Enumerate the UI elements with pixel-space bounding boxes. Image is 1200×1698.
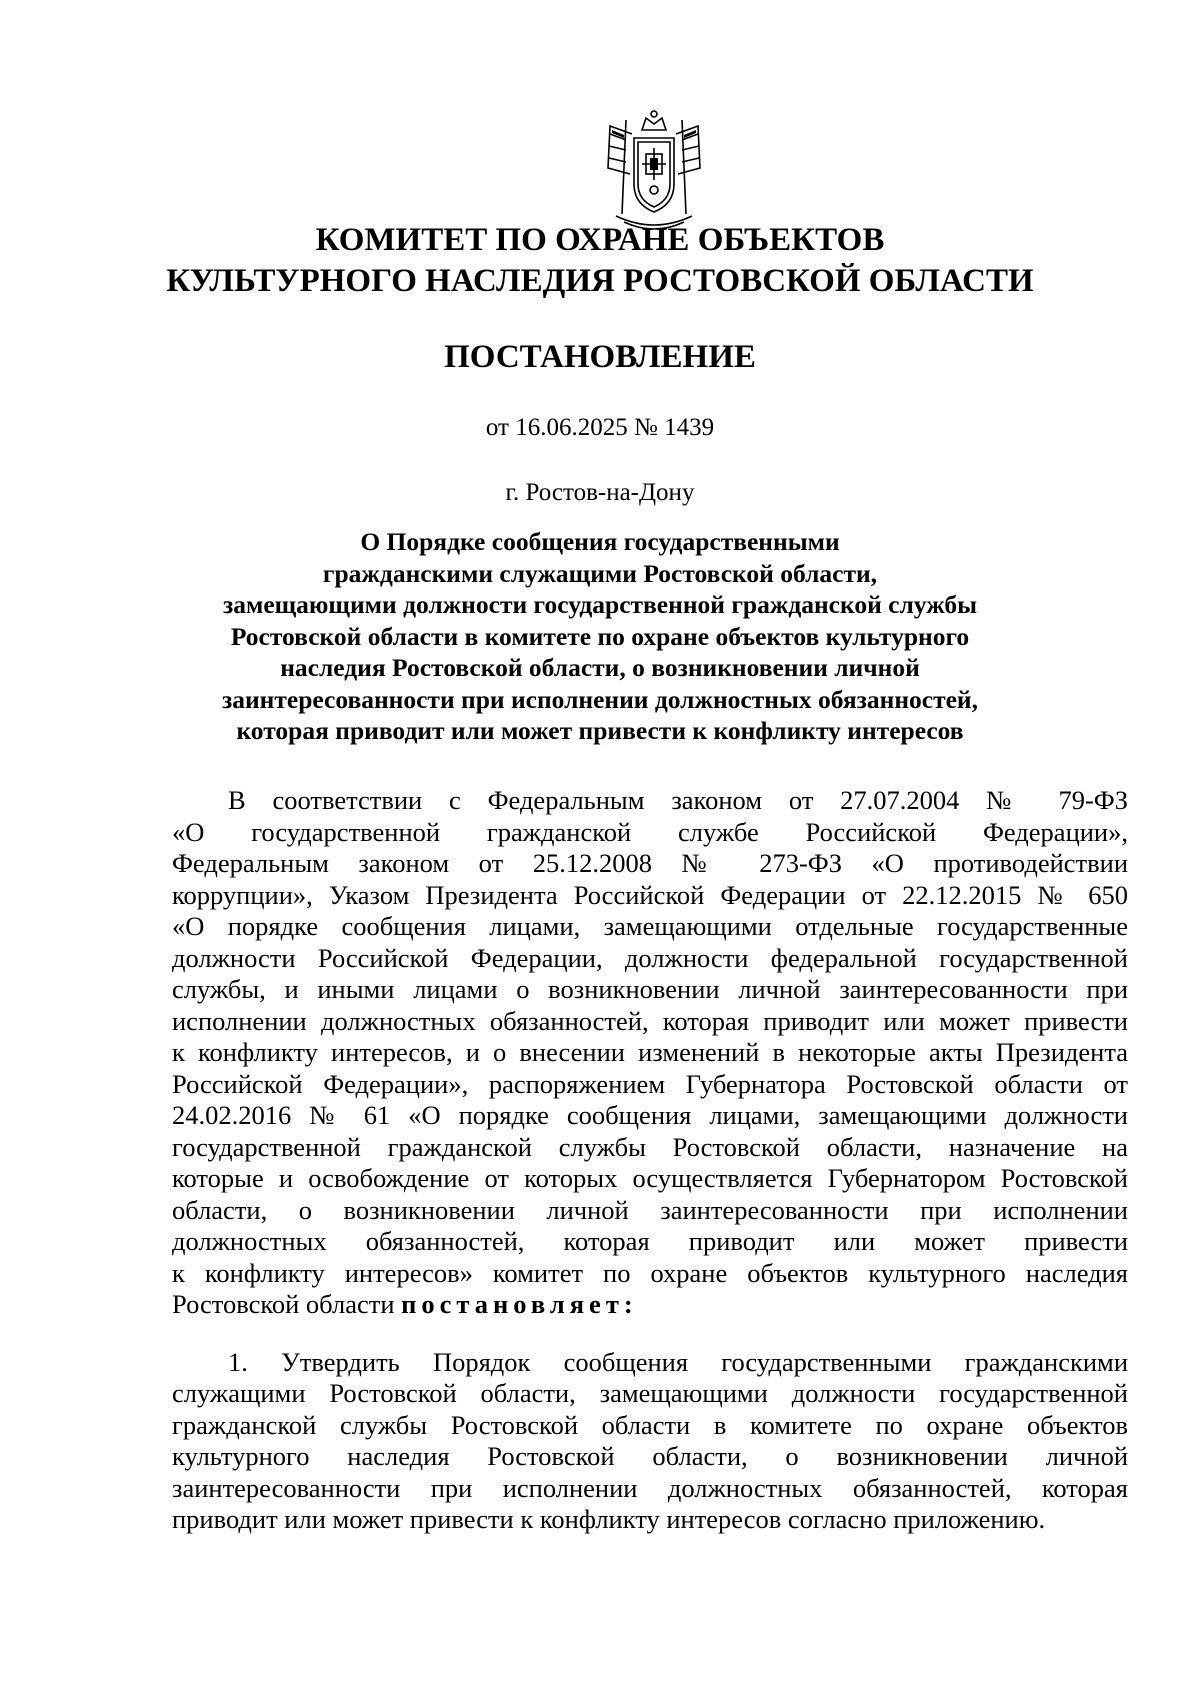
body-line: «О государственной гражданской службе Российской Федерации», <box>172 816 1128 847</box>
title-line: О Порядке сообщения государственными <box>360 527 840 556</box>
body-line: В соответствии с Федеральным законом от 27.07.2004 № 79-ФЗ <box>228 785 1128 815</box>
body-line-prefix: Ростовской области <box>172 1289 402 1319</box>
body-line: к конфликту интересов, и о внесении изменений в некоторые акты Президента <box>172 1037 1128 1067</box>
body-line: должностных обязанностей, которая приводит или может привести <box>172 1226 1128 1256</box>
title-line: заинтересованности при исполнении должностных обязанностей, <box>221 684 978 714</box>
rostov-oblast-coat-of-arms-icon <box>596 104 712 238</box>
document-body <box>172 785 1128 1536</box>
resolution-keyword: постановляет: <box>401 1289 638 1319</box>
body-line: коррупции», Указом Президента Российской Федерации от 22.12.2015 № 650 <box>172 879 1128 910</box>
preamble-paragraph <box>172 785 1128 1321</box>
title-line: которая приводит или может привести к конфликту интересов <box>236 716 964 745</box>
body-line: 1. Утвердить Порядок сообщения государственными гражданскими <box>228 1346 1128 1377</box>
title-line: гражданскими служащими Ростовской области, <box>322 558 878 588</box>
title-line: наследия Ростовской области, о возникновении личной <box>280 653 920 682</box>
body-line: гражданской службы Ростовской области в комитете по охране объектов <box>172 1409 1128 1440</box>
document-city: г. Ростов-на-Дону <box>505 479 695 506</box>
title-line: замещающими должности государственной гражданской службы <box>222 590 978 619</box>
body-line: к конфликту интересов» комитет по охране объектов культурного наследия <box>172 1257 1128 1288</box>
body-line-last <box>172 1289 1128 1321</box>
document-type: ПОСТАНОВЛЕНИЕ <box>444 339 756 375</box>
organization-name-line-2: КУЛЬТУРНОГО НАСЛЕДИЯ РОСТОВСКОЙ ОБЛАСТИ <box>166 263 1034 299</box>
document-title <box>170 526 1030 747</box>
body-line: службы, и иными лицами о возникновении личной заинтересованности при <box>172 974 1128 1004</box>
body-line: 24.02.2016 № 61 «О порядке сообщения лицами, замещающими должности <box>172 1100 1128 1130</box>
body-line: исполнении должностных обязанностей, которая приводит или может привести <box>172 1005 1128 1036</box>
item-1-paragraph <box>172 1347 1128 1536</box>
body-line-last: приводит или может привести к конфликту интересов согласно приложению. <box>172 1504 1046 1534</box>
body-line: области, о возникновении личной заинтересованности при исполнении <box>172 1194 1128 1225</box>
organization-name-line-1: КОМИТЕТ ПО ОХРАНЕ ОБЪЕКТОВ <box>315 222 885 258</box>
title-line: Ростовской области в комитете по охране объектов культурного <box>230 621 970 651</box>
body-line: Федеральным законом от 25.12.2008 № 273-ФЗ «О противодействии <box>172 848 1128 878</box>
body-line: которые и освобождение от которых осуществляется Губернатором Ростовской <box>172 1163 1128 1193</box>
document-date-number: от 16.06.2025 № 1439 <box>485 414 715 441</box>
body-line: Российской Федерации», распоряжением Губернатора Ростовской области от <box>172 1068 1128 1099</box>
body-line: служащими Ростовской области, замещающими должности государственной <box>172 1378 1128 1408</box>
body-line: заинтересованности при исполнении должностных обязанностей, которая <box>172 1472 1128 1503</box>
body-line: должности Российской Федерации, должности федеральной государственной <box>172 942 1128 973</box>
body-line: государственной гражданской службы Ростовской области, назначение на <box>172 1131 1128 1162</box>
organization-name <box>150 220 1050 302</box>
body-line: культурного наследия Ростовской области, о возникновении личной <box>172 1441 1128 1471</box>
body-line: «О порядке сообщения лицами, замещающими отдельные государственные <box>172 911 1128 941</box>
